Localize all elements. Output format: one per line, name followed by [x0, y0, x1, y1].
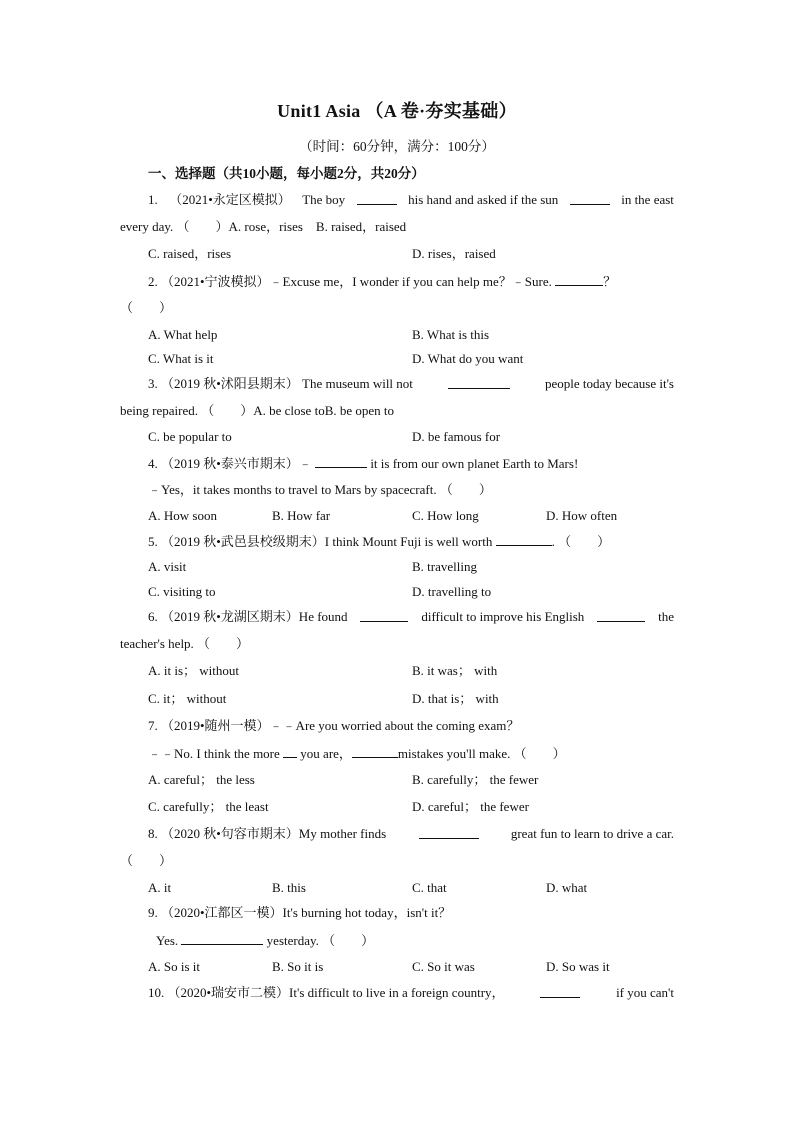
question-6-line-1: 6. （2019 秋•龙湖区期末）He found difficult to improve his English the [148, 609, 674, 624]
option-d: D. rises，raised [412, 246, 496, 261]
section-heading: 一、选择题（共10小题，每小题2分，共20分） [148, 166, 425, 181]
page-title: Unit1 Asia （A 卷·夯实基础） [277, 101, 517, 121]
question-4-line-2: ﹣Yes，it takes months to travel to Mars by spacecraft. （ ） [148, 482, 492, 497]
question-1-line-2: every day. （ ）A. rose，rises B. raised，raised [120, 219, 407, 234]
question-2-line-1: 2. （2021•宁波模拟）﹣Excuse me，I wonder if you can help me？﹣Sure. ？ [148, 274, 617, 289]
answer-blank [597, 609, 645, 622]
option-c: C. What is it [148, 351, 214, 366]
option-b: B. it was； with [412, 663, 498, 678]
option-a: A. What help [148, 327, 218, 342]
answer-blank [283, 745, 297, 758]
exam-time-info: （时间：60分钟，满分：100分） [299, 139, 495, 154]
option-d: D. be famous for [412, 429, 501, 444]
option-c: C. So it was [412, 959, 475, 974]
answer-blank [419, 826, 479, 839]
option-c: C. visiting to [148, 584, 216, 599]
option-b: B. So it is [272, 959, 324, 974]
question-9-line-1: 9. （2020•江都区一模）It's burning hot today，isn't it？ [148, 905, 452, 920]
option-c: C. raised，rises [148, 246, 232, 261]
answer-blank [360, 609, 408, 622]
option-b: B. this [272, 880, 306, 895]
option-d: D. careful； the fewer [412, 799, 529, 814]
option-c: C. it； without [148, 691, 227, 706]
option-d: D. that is； with [412, 691, 499, 706]
question-source: （2021•永定区模拟） [169, 192, 291, 207]
answer-blank [448, 376, 510, 389]
option-a: A. visit [148, 559, 187, 574]
question-7-line-2: ﹣﹣No. I think the more you are， mistakes you'll make. （ ） [148, 746, 566, 761]
answer-blank [352, 745, 398, 758]
answer-blank [555, 273, 603, 286]
question-6-line-2: teacher's help. （ ） [120, 636, 250, 651]
option-d: D. What do you want [412, 351, 524, 366]
option-d: D. travelling to [412, 584, 492, 599]
option-d: D. what [546, 880, 588, 895]
question-1-line-1: 1. （2021•永定区模拟） The boy his hand and asked if the sun in the east [148, 192, 674, 207]
option-c: C. be popular to [148, 429, 232, 444]
option-a: A. it [148, 880, 172, 895]
question-4-line-1: 4. （2019 秋•泰兴市期末）﹣ it is from our own planet Earth to Mars! [148, 456, 579, 471]
question-2-line-2: （ ） [120, 300, 173, 315]
option-a: A. How soon [148, 508, 217, 523]
answer-blank [496, 533, 552, 546]
question-10-line-1: 10. （2020•瑞安市二模）It's difficult to live in a foreign country， if you can't [148, 985, 674, 1000]
question-8-line-1: 8. （2020 秋•句容市期末）My mother finds great fun to learn to drive a car. [148, 826, 674, 841]
option-d: D. So was it [546, 959, 610, 974]
question-3-line-1: 3. （2019 秋•沭阳县期末） The museum will not people today because it's [148, 376, 674, 391]
option-c: C. How long [412, 508, 479, 523]
answer-blank [570, 192, 610, 205]
option-c: C. that [412, 880, 447, 895]
option-a: A. So is it [148, 959, 201, 974]
question-5-line-1: 5. （2019 秋•武邑县校级期末）I think Mount Fuji is well worth . （ ） [148, 534, 611, 549]
answer-blank [540, 985, 580, 998]
option-a: A. careful； the less [148, 772, 255, 787]
option-b: B. travelling [412, 559, 477, 574]
answer-blank [181, 932, 263, 945]
option-a: A. it is； without [148, 663, 240, 678]
question-7-line-1: 7. （2019•随州一模）﹣﹣Are you worried about the coming exam？ [148, 718, 520, 733]
option-b: B. carefully； the fewer [412, 772, 539, 787]
answer-blank [357, 192, 397, 205]
question-number: 1. [148, 192, 158, 207]
question-3-line-2: being repaired. （ ）A. be close toB. be open to [120, 403, 395, 418]
answer-blank [315, 455, 367, 468]
question-8-line-2: （ ） [120, 853, 173, 868]
question-9-line-2: Yes. yesterday. （ ） [156, 933, 375, 948]
option-d: D. How often [546, 508, 618, 523]
option-c: C. carefully； the least [148, 799, 269, 814]
option-b: B. How far [272, 508, 331, 523]
option-b: B. What is this [412, 327, 490, 342]
